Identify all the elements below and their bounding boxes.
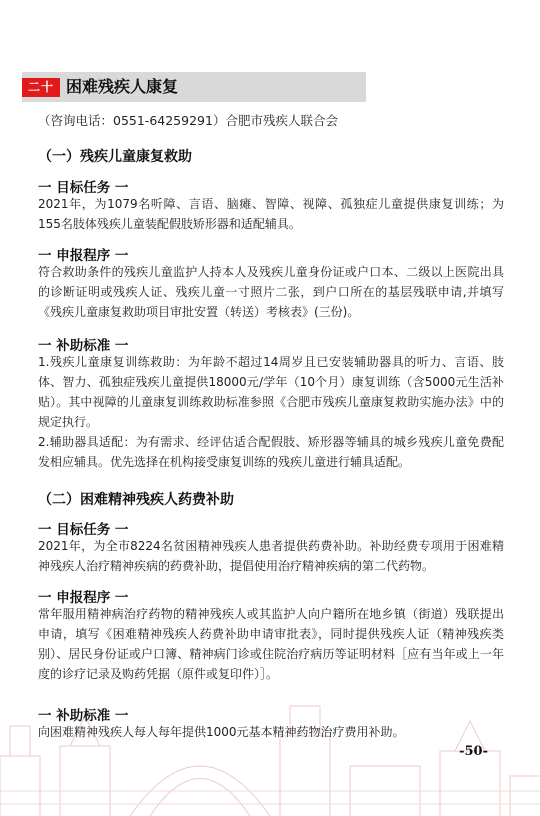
section1-subsidy-list (38, 352, 504, 472)
subsidy-item: 2.辅助器具适配：为有需求、经评估适合配假肢、矫形器等辅具的城乡残疾儿童免费配发相应辅具。优先选择在机构接受康复训练的残疾儿童进行辅具适配。 (38, 435, 504, 469)
section1-apply-text: 符合救助条件的残疾儿童监护人持本人及残疾儿童身份证或户口本、二级以上医院出具的诊断证明或残疾人证、残疾儿童一寸照片二张，到户口所在的基层残联申请,并填写《残疾儿童康复救助项目审批安置（转送）考核表》(三份)。 (38, 265, 504, 319)
subsidy-item: 1.残疾儿童康复训练救助：为年龄不超过14周岁且已安装辅助器具的听力、言语、肢体、智力、孤独症残疾儿童提供18000元/学年（10个月）康复训练（含5000元生活补贴）。其中视障的儿童康复训练救助标准参照《合肥市残疾儿童康复救助实施办法》中的规定执行。 (38, 355, 504, 429)
section1-goal-text: 2021年，为1079名听障、言语、脑瘫、智障、视障、孤独症儿童提供康复训练；为155名肢体残疾儿童装配假肢矫形器和适配辅具。 (38, 197, 504, 231)
chapter-number-badge: 二十 (22, 78, 60, 97)
section1-subsidy-heading: 一 补助标准 一 (38, 338, 129, 354)
section1-title: （一）残疾儿童康复救助 (38, 149, 192, 165)
contact-info: （咨询电话：0551-64259291）合肥市残疾人联合会 (38, 113, 338, 128)
section2-subsidy-heading: 一 补助标准 一 (38, 708, 129, 724)
chapter-title: 困难残疾人康复 (66, 77, 179, 96)
section2-goal-heading: 一 目标任务 一 (38, 522, 129, 538)
chapter-header (22, 72, 366, 102)
section1-apply-heading: 一 申报程序 一 (38, 248, 129, 264)
section2-subsidy-text: 向困难精神残疾人每人每年提供1000元基本精神药物治疗费用补助。 (38, 725, 405, 739)
section1-goal-heading: 一 目标任务 一 (38, 180, 129, 196)
section2-apply-heading: 一 申报程序 一 (38, 590, 129, 606)
section2-apply-text: 常年服用精神病治疗药物的精神残疾人或其监护人向户籍所在地乡镇（街道）残联提出申请，填写《困难精神残疾人药费补助申请审批表》，同时提供残疾人证（精神残疾类别）、居民身份证或户口簿、精神病门诊或住院治疗病历等证明材料［应有当年或上一年度的诊疗记录及购药凭据（原件或复印件）］。 (38, 607, 504, 681)
page-number: -50- (459, 744, 488, 759)
section2-goal-text: 2021年，为全市8224名贫困精神残疾人患者提供药费补助。补助经费专项用于困难精神残疾人治疗精神疾病的药费补助，提倡使用治疗精神疾病的第二代药物。 (38, 539, 504, 573)
section2-title: （二）困难精神残疾人药费补助 (38, 492, 234, 508)
